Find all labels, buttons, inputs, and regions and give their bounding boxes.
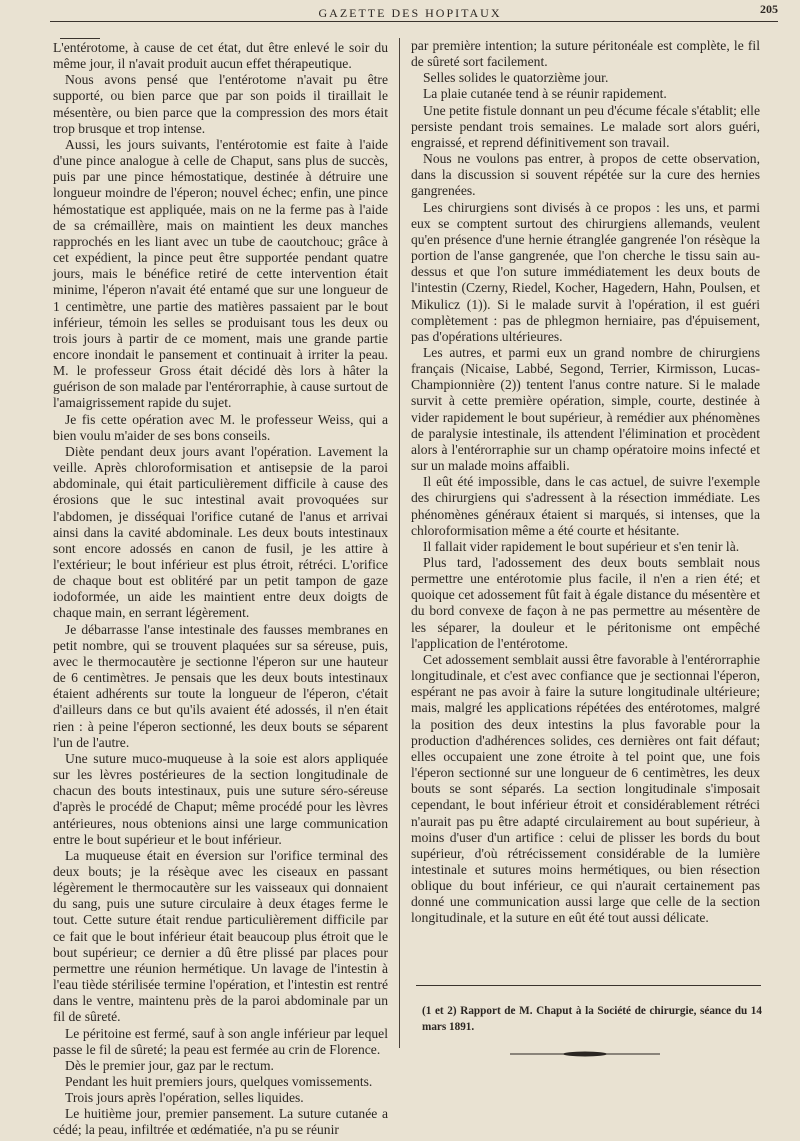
paragraph: Trois jours après l'opération, selles liquides. xyxy=(65,1090,304,1106)
header-rule xyxy=(50,21,778,22)
paragraph: Pendant les huit premiers jours, quelques vomissements. xyxy=(65,1074,373,1089)
section-rule xyxy=(60,38,100,39)
paragraph: Une suture muco-muqueuse à la soie est alors appliquée sur les lèvres postérieures de la section longitudinale de chacun des bouts intestinaux, puis une suture séro-séreuse d'après le procédé de Chaput; même procédé pour les lèvres antérieures, nous obtenions ainsi une large communication entre le bout supérieur et le bout inférieur. xyxy=(53,750,388,847)
paragraph: Nous ne voulons pas entrer, à propos de cette observation, dans la discussion si souvent répétée sur la cure des hernies gangrenées. xyxy=(411,151,760,199)
paragraph: Aussi, les jours suivants, l'entérotomie est faite à l'aide d'une pince analogue à celle de Chaput, sans plus de succès, puis par une pince hémostatique, destinée à détruire une longueur moindre de l'éperon; nouvel échec; enfin, une pince hémostatique est appliquée, mais on ne la ferme pas à l'aide de sa crémaillère, mais on maintient les deux manches rapprochés en les liant avec un tube de caoutchouc; grâce à cet expédient, la pince peut être supportée pendant quatre jours, mais le bénéfice retiré de cette intervention était minime, l'éperon n'avait été entamé que sur une longueur de 1 centimètre, une partie des matières passaient par le bout inférieur, témoin les selles se produisant tous les deux ou trois jours à partir de ce moment, mais une grande partie encore inondait le pansement et continuait à irriter la peau. M. le professeur Gross était décidé dès lors à hâter la guérison de son malade par l'entérorraphie, à cause surtout de l'amaigrissement rapide du sujet. xyxy=(53,136,388,411)
paragraph: Il eût été impossible, dans le cas actuel, de suivre l'exemple des chirurgiens qui s'adressent à la résection immédiate. Les phénomènes généraux étaient si marqués, si intenses, que la chloroformisation même a été courte et hésitante. xyxy=(411,474,760,538)
left-column xyxy=(53,40,388,1139)
paragraph: La plaie cutanée tend à se réunir rapidement. xyxy=(423,86,667,102)
page-number: 205 xyxy=(760,2,778,16)
footnote: (1 et 2) Rapport de M. Chaput à la Société de chirurgie, séance du 14 mars 1891. xyxy=(422,1005,762,1033)
paragraph: Je fis cette opération avec M. le professeur Weiss, qui a bien voulu m'aider de ses bons conseils. xyxy=(53,411,388,443)
paragraph: La muqueuse était en éversion sur l'orifice terminal des deux bouts; je la résèque avec les ciseaux en passant légèrement le thermocautère sur les vaisseaux qui donnaient du sang, puis une suture circulaire à deux étages ferme le tout. Cette suture était rendue particulièrement difficile par ce fait que le bout inférieur était beaucoup plus étroit que le bout supérieur; ce dernier a dû être plissé par places pour permettre une réunion hermétique. Un lavage de l'intestin à l'eau tiède stérilisée termine l'opération, et l'intestin est rentré dans le ventre, maintenu près de la paroi abdominale par un fil de sûreté. xyxy=(53,847,388,1025)
paragraph: Nous avons pensé que l'entérotome n'avait pu être supporté, ou bien parce que par son poids il tiraillait le mésentère, ou bien parce que la compression des mors était trop brusque et trop intense. xyxy=(53,72,388,136)
paragraph: par première intention; la suture péritonéale est complète, le fil de sûreté sort facilement. xyxy=(411,38,760,70)
page-header xyxy=(40,2,780,22)
paragraph: Plus tard, l'adossement des deux bouts semblait nous permettre une entérotomie plus facile, il n'en a rien été; et quoique cet adossement fût fait à égale distance du mésentère et du bord convexe de façon à ne pas permettre au mésentère de les séparer, la douleur et le péritonisme ont empêché l'application de l'entérotome. xyxy=(411,555,760,651)
paragraph: Il fallait vider rapidement le bout supérieur et s'en tenir là. xyxy=(423,538,740,554)
paragraph: Une petite fistule donnant un peu d'écume fécale s'établit; elle persiste pendant trois semaines. Le malade sort alors guéri, engraissé, et reprend définitivement son travail. xyxy=(411,102,760,150)
paragraph: Diète pendant deux jours avant l'opération. Lavement la veille. Après chloroformisation et antisepsie de la paroi abdominale, qui était particulièrement difficile à cause des érosions que le suc intestinal avait provoquées sur l'abdomen, je disséquai l'orifice cutané de l'anus et arrivai ainsi dans la cavité abdominale. Les deux bouts intestinaux sont encore adossés en canon de fusil, je les attire à l'extérieur; le bout inférieur est plus étroit, rétréci. L'orifice de chaque bout est oblitéré par un petit tampon de gaze iodoformée, un aide les maintient entre deux doigts de chaque main, en serrant légèrement. xyxy=(53,443,388,621)
paragraph: Je débarrasse l'anse intestinale des fausses membranes en petit nombre, qui se trouvent plaquées sur sa séreuse, puis, avec le thermocautère je sectionne l'éperon sur une hauteur de 6 centimètres. Je pensais que les deux bouts intestinaux étaient adhérents sur toute la longueur de l'éperon, c'était d'ailleurs dans ce but qu'ils avaient été adossés, il n'en était rien : à peine l'éperon sectionné, les deux bouts se séparent l'un de l'autre. xyxy=(53,621,388,750)
paragraph: L'entérotome, à cause de cet état, dut être enlevé le soir du même jour, il n'avait produit aucun effet thérapeutique. xyxy=(53,40,388,72)
right-column xyxy=(411,38,760,927)
paragraph: Les chirurgiens sont divisés à ce propos : les uns, et parmi eux se comptent surtout des chirurgiens allemands, veulent qu'en présence d'une hernie étranglée gangrenée l'on résèque la portion de l'anse gangrenée, que l'on cherche le tissu sain au-dessus et que l'on suture immédiatement les deux bouts de l'intestin (Czerny, Riedel, Kocher, Hagedern, Hahn, Poulsen, et Mikulicz (1)). Si le malade survit à l'opération, il est guéri complètement : pas de phlegmon herniaire, pas d'épuisement, pas d'opérations ultérieures. xyxy=(411,199,760,344)
paragraph: Le péritoine est fermé, sauf à son angle inférieur par lequel passe le fil de sûreté; la peau est fermée au crin de Florence. xyxy=(53,1025,388,1057)
paragraph: Dès le premier jour, gaz par le rectum. xyxy=(65,1057,274,1073)
column-divider xyxy=(399,38,400,1048)
paragraph: Le huitième jour, premier pansement. La suture cutanée a cédé; la peau, infiltrée et œdématiée, n'a pu se réunir xyxy=(53,1106,388,1138)
running-title: GAZETTE DES HOPITAUX xyxy=(318,6,502,20)
end-ornament xyxy=(510,1050,660,1058)
paragraph: Cet adossement semblait aussi être favorable à l'entérorraphie longitudinale, et c'est avec confiance que je sectionnai l'éperon, espérant ne pas avoir à faire la suture longitudinale ultérieure; mais, malgré les applications répétées des entérotomes, malgré la position des deux intestins la plus favorable pour la production d'adhérences solides, ces dernières ont fait défaut; elles occupaient une zone étroite à tel point que, une fois l'éperon sectionné sur une longueur de 6 centimètres, les deux bouts se sont séparés. La section longitudinale s'imposait cependant, le bout inférieur étroit et considérablement rétréci n'aurait pas pu être adapté circulairement au bout supérieur, à moins d'user d'un artifice : celui de plisser les bords du bout supérieur, d'où rétrécissement considérable de la lumière intestinale et sutures moins hermétiques, ou bien résection oblique du bout inférieur, ce qui n'aurait certainement pas donné une communication aussi large que celle de la section longitudinale, et la suture en eût été tout aussi délicate. xyxy=(411,651,760,926)
paragraph: Les autres, et parmi eux un grand nombre de chirurgiens français (Nicaise, Labbé, Segond, Terrier, Kirmisson, Lucas-Championnière (2)) tentent l'anus contre nature. Si le malade survit à cette première opération, simple, courte, destinée à vider rapidement le bout supérieur, à remédier aux phénomènes de paralysie intestinale, ils attendent l'élimination et procèdent alors à l'entérorraphie sur un champ opératoire moins infecté et sur un malade moins affaibli. xyxy=(411,344,760,474)
paragraph: Selles solides le quatorzième jour. xyxy=(423,70,609,86)
footnote-rule xyxy=(416,985,761,986)
